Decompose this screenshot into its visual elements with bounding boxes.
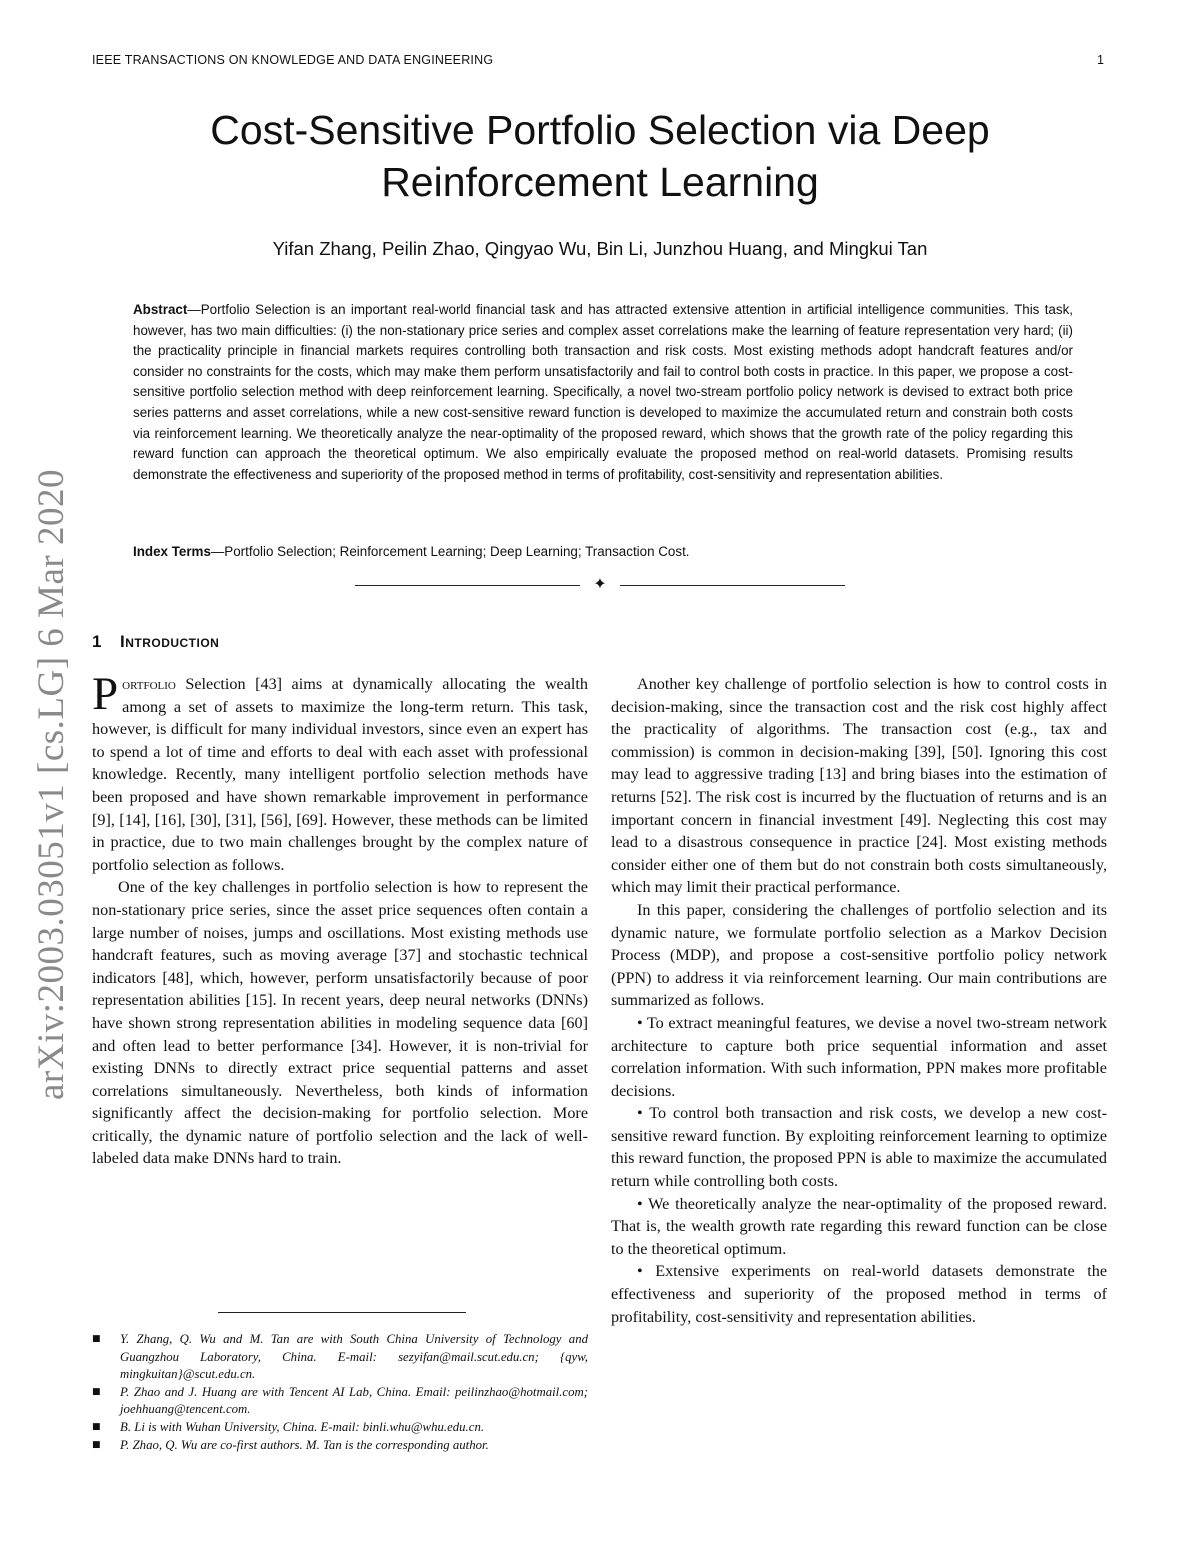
section-heading	[92, 632, 219, 652]
footnote-text: P. Zhao and J. Huang are with Tencent AI Lab, China. Email: peilinzhao@hotmail.com; joehhuang@tencent.com.	[120, 1384, 588, 1417]
abstract-label: Abstract	[133, 302, 188, 317]
bullet-icon: ■	[92, 1334, 101, 1344]
intro-paragraph-2: One of the key challenges in portfolio selection is how to represent the non-stationary price series, since the asset price sequences often contain a large number of noises, jumps and oscillations. Most existing methods use handcraft features, such as moving average [37] and stochastic technical indicators [48], which, however, perform unsatisfactorily because of poor representation abilities [15]. In recent years, deep neural networks (DNNs) have shown strong representation abilities in modeling sequence data [60] and often lead to better performance [34]. However, it is non-trivial for existing DNNs to directly extract price sequential patterns and asset correlations simultaneously. Nevertheless, both kinds of information significantly affect the decision-making for portfolio selection. More critically, the dynamic nature of portfolio selection and the lack of well-labeled data make DNNs hard to train.	[92, 878, 588, 1168]
footnotes	[92, 1331, 588, 1454]
contribution-bullet: • We theoretically analyze the near-optimality of the proposed reward. That is, the wealth growth rate regarding this reward function can be close to the theoretical optimum.	[611, 1194, 1107, 1258]
title-line-1: Cost-Sensitive Portfolio Selection via Deep	[210, 107, 990, 153]
index-terms-label: Index Terms	[133, 544, 211, 559]
footnote-item	[92, 1384, 588, 1419]
section-number: 1	[92, 632, 102, 651]
footnote-rule	[218, 1312, 466, 1313]
right-column	[611, 673, 1107, 1328]
index-terms-text: —Portfolio Selection; Reinforcement Learning; Deep Learning; Transaction Cost.	[210, 544, 690, 559]
footnote-text: P. Zhao, Q. Wu are co-first authors. M. Tan is the corresponding author.	[120, 1437, 489, 1452]
footnote-item	[92, 1419, 588, 1437]
title-line-2: Reinforcement Learning	[381, 159, 819, 205]
section-title: Introduction	[119, 632, 220, 651]
footnote-text: B. Li is with Wuhan University, China. E-mail: binli.whu@whu.edu.cn.	[120, 1419, 485, 1434]
contribution-bullet: • To control both transaction and risk costs, we develop a new cost-sensitive reward function. By exploiting reinforcement learning to optimize this reward function, the proposed PPN is able to maximize the accumulated return while controlling both costs.	[611, 1104, 1107, 1191]
index-terms	[133, 544, 1073, 559]
first-word-rest: ortfolio	[122, 675, 176, 693]
divider-star-icon: ✦	[593, 574, 607, 593]
abstract	[133, 300, 1073, 485]
dropcap-letter: P	[92, 668, 119, 720]
section-divider	[355, 574, 845, 593]
divider-line-right	[620, 585, 845, 586]
right-paragraph-1: Another key challenge of portfolio selection is how to control costs in decision-making, since the transaction cost and the risk cost highly affect the practicality of algorithms. The transaction cost (e.g., tax and commission) is common in decision-making [39], [50]. Ignoring this cost may lead to aggressive trading [13] and bring biases into the estimation of returns [52]. The risk cost is incurred by the fluctuation of returns and is an important concern in financial investment [49]. Neglecting this cost may lead to a disastrous consequence in practice [24]. Most existing methods consider either one of them but do not constrain both costs simultaneously, which may limit their practical performance.	[611, 675, 1107, 897]
intro-paragraph-1	[92, 668, 588, 876]
footnote-item	[92, 1331, 588, 1384]
contribution-bullet: • To extract meaningful features, we devise a novel two-stream network architecture to capture both price sequential information and asset correlation information. With such information, PPN makes more profitable decisions.	[611, 1013, 1107, 1100]
bullet-icon: ■	[92, 1421, 101, 1432]
left-column	[92, 668, 588, 1170]
abstract-text: —Portfolio Selection is an important real-world financial task and has attracted extensive attention in artificial intelligence communities. This task, however, has two main difficulties: (i) the non-stationary price series and complex asset correlations make the learning of feature representation very hard; (ii) the practicality principle in financial markets requires controlling both transaction and risk costs. Most existing methods adopt handcraft features and/or consider no constraints for the costs, which may make them perform unsatisfactorily and fail to control both costs in practice. In this paper, we propose a cost-sensitive portfolio selection method with deep reinforcement learning. Specifically, a novel two-stream portfolio policy network is devised to extract both price series patterns and asset correlations, while a new cost-sensitive reward function is developed to maximize the accumulated return and constrain both costs via reinforcement learning. We theoretically analyze the near-optimality of the proposed reward, which shows that the growth rate of the policy regarding this reward function can approach the theoretical optimum. We also empirically evaluate the proposed method on real-world datasets. Promising results demonstrate the effectiveness and superiority of the proposed method in terms of profitability, cost-sensitivity and representation abilities.	[133, 302, 1073, 482]
arxiv-stamp: arXiv:2003.03051v1 [cs.LG] 6 Mar 2020	[31, 469, 72, 1100]
journal-header: IEEE TRANSACTIONS ON KNOWLEDGE AND DATA ENGINEERING	[92, 53, 494, 67]
page-number: 1	[1097, 53, 1104, 67]
divider-line-left	[355, 585, 580, 586]
footnote-text: Y. Zhang, Q. Wu and M. Tan are with South China University of Technology and Guangzhou Laboratory, China. E-mail: sezyifan@mail.scut.edu.cn; {qyw, mingkuitan}@scut.edu.cn.	[120, 1332, 588, 1382]
paper-title	[100, 104, 1100, 208]
right-paragraph-2: In this paper, considering the challenges of portfolio selection and its dynamic nature, we formulate portfolio selection as a Markov Decision Process (MDP), and propose a cost-sensitive portfolio policy network (PPN) to address it via reinforcement learning. Our main contributions are summarized as follows.	[611, 900, 1107, 1010]
contribution-bullet: • Extensive experiments on real-world datasets demonstrate the effectiveness and superiority of the proposed method in terms of profitability, cost-sensitivity and representation abilities.	[611, 1262, 1107, 1326]
footnote-item	[92, 1437, 588, 1455]
bullet-icon: ■	[92, 1386, 101, 1397]
author-list: Yifan Zhang, Peilin Zhao, Qingyao Wu, Bin Li, Junzhou Huang, and Mingkui Tan	[272, 238, 928, 259]
intro-paragraph-1-text: Selection [43] aims at dynamically allocating the wealth among a set of assets to maximize the long-term return. This task, however, is difficult for many individual investors, since even an expert has to spend a lot of time and efforts to deal with each asset with professional knowledge. Recently, many intelligent portfolio selection methods have been proposed and have shown remarkable improvement in performance [9], [14], [16], [30], [31], [56], [69]. However, these methods can be limited in practice, due to two main challenges brought by the complex nature of portfolio selection as follows.	[92, 675, 588, 874]
bullet-icon: ■	[92, 1439, 101, 1450]
